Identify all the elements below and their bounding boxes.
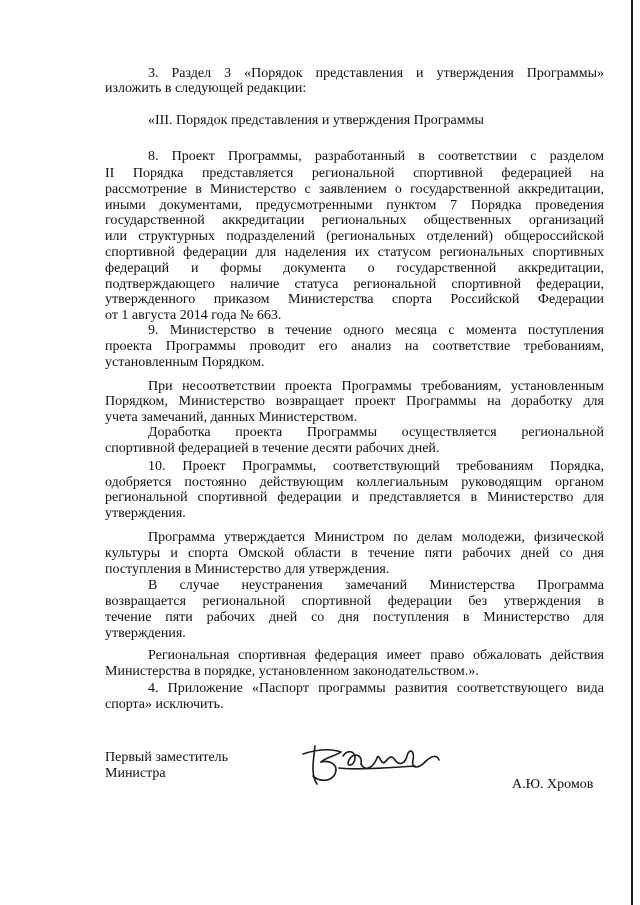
text-line: утверждения.: [105, 626, 186, 641]
text-line: 4. Приложение «Паспорт программы развития соответствующего вида: [148, 681, 604, 696]
text-line: поступления в Министерство для утверждения.: [105, 562, 390, 577]
text-line: При несоответствии проекта Программы требованиям, установленным: [148, 379, 604, 394]
text-line: возвращается региональной спортивной федерации без утверждения в: [105, 594, 604, 609]
text-line: государственной аккредитации региональных общественных организаций: [105, 213, 604, 228]
text-line: или структурных подразделений (региональных отделений) общероссийской: [105, 229, 604, 244]
text-line: от 1 августа 2014 года № 663.: [105, 308, 282, 323]
handwritten-signature: [295, 732, 445, 792]
text-line: подтверждающего наличие статуса региональной спортивной федерации,: [105, 277, 604, 292]
text-line: течение пяти рабочих дней со дня поступления в Министерство для: [105, 610, 604, 625]
text-line: Порядком, Министерство возвращает проект Программы на доработку для: [105, 394, 604, 409]
scan-edge-line: [631, 0, 633, 905]
text-line: 9. Министерство в течение одного месяца с момента поступления: [148, 323, 604, 338]
section-heading: «III. Порядок представления и утверждения Программы: [148, 113, 484, 128]
text-line: спортивной федерацией в течение десяти рабочих дней.: [105, 441, 440, 456]
text-line: Доработка проекта Программы осуществляется региональной: [148, 425, 604, 440]
text-line: региональной спортивной федерации и представляется в Министерство для: [105, 490, 604, 505]
text-line: Региональная спортивная федерация имеет право обжаловать действия: [148, 648, 604, 663]
text-line: 8. Проект Программы, разработанный в соответствии с разделом: [148, 149, 604, 164]
signer-position-line2: Министра: [105, 766, 166, 781]
signer-position: Первый заместитель: [105, 750, 229, 765]
text-line: 10. Проект Программы, соответствующий требованиям Порядка,: [148, 459, 604, 474]
text-line: утверждения.: [105, 506, 186, 521]
text-line: учета замечаний, данных Министерством.: [105, 410, 358, 425]
text-line: изложить в следующей редакции:: [105, 81, 307, 96]
text-line: одобряется постоянно действующим коллегиальным руководящим органом: [105, 475, 604, 490]
text-line: 3. Раздел 3 «Порядок представления и утверждения Программы»: [148, 66, 604, 81]
text-line: Программа утверждается Министром по делам молодежи, физической: [148, 530, 604, 545]
signer-name: А.Ю. Хромов: [512, 777, 594, 792]
text-line: федераций и формы документа о государственной аккредитации,: [105, 261, 604, 276]
text-line: культуры и спорта Омской области в течение пяти рабочих дней со дня: [105, 546, 604, 561]
text-line: спорта» исключить.: [105, 697, 224, 712]
text-line: проекта Программы проводит его анализ на соответствие требованиям,: [105, 339, 604, 354]
text-line: Министерства в порядке, установленном законодательством.».: [105, 664, 479, 679]
text-line: спортивной федерации для наделения их статусом региональных спортивных: [105, 245, 604, 260]
text-line: В случае неустранения замечаний Министерства Программа: [148, 578, 604, 593]
text-line: утвержденного приказом Министерства спорта Российской Федерации: [105, 292, 604, 307]
text-line: II Порядка представляется региональной спортивной федерацией на: [105, 166, 604, 181]
text-line: установленным Порядком.: [105, 355, 265, 370]
text-line: рассмотрение в Министерство с заявлением о государственной аккредитации,: [105, 182, 604, 197]
text-line: иными документами, предусмотренными пунктом 7 Порядка проведения: [105, 198, 604, 213]
